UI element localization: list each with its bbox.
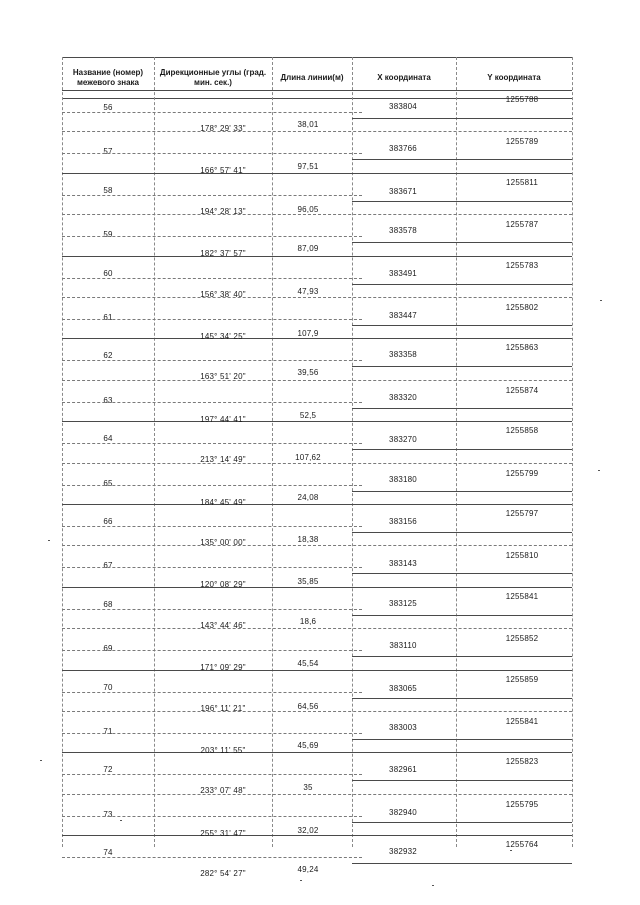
table-rule	[62, 567, 362, 568]
y-coordinate: 1255783	[505, 260, 539, 270]
directional-angle: 143° 44' 46"	[200, 620, 246, 630]
scan-speck	[432, 885, 434, 886]
x-coordinate: 383320	[389, 392, 417, 402]
header-x-coordinate: X координата	[377, 73, 431, 82]
table-rule	[62, 57, 572, 58]
directional-angle: 182° 37' 57"	[200, 249, 246, 259]
point-name: 56	[103, 103, 113, 112]
header-y-coordinate: Y координата	[487, 73, 541, 82]
scan-speck	[40, 760, 42, 761]
directional-angle: 171° 09' 29"	[200, 663, 246, 673]
point-name: 60	[103, 268, 113, 278]
y-coordinate: 1255841	[505, 591, 539, 601]
x-coordinate: 383125	[389, 598, 417, 608]
table-rule	[62, 733, 362, 734]
y-coordinate: 1255788	[505, 95, 539, 104]
y-coordinate: 1255787	[505, 220, 539, 230]
column-rule	[272, 57, 273, 847]
line-length: 107,62	[295, 453, 321, 463]
table-rule	[62, 297, 572, 298]
line-length: 32,02	[297, 825, 319, 835]
table-rule	[62, 214, 572, 215]
table-rule	[352, 739, 572, 740]
directional-angle: 178° 29' 33"	[200, 124, 246, 133]
y-coordinate: 1255764	[505, 840, 539, 850]
table-rule	[62, 711, 572, 712]
table-rule	[352, 325, 572, 326]
table-rule	[62, 794, 572, 795]
directional-angle: 282° 54' 27"	[200, 869, 246, 879]
line-length: 52,5	[299, 410, 317, 420]
table-rule	[352, 698, 572, 699]
scan-speck	[48, 540, 50, 541]
y-coordinate: 1255811	[506, 177, 538, 187]
point-name: 74	[103, 848, 113, 858]
column-rule	[456, 57, 457, 847]
table-rule	[352, 656, 572, 657]
x-coordinate: 383065	[389, 683, 417, 693]
directional-angle: 163° 51' 20"	[200, 372, 246, 382]
x-coordinate: 383180	[389, 474, 417, 484]
point-name: 59	[103, 230, 113, 240]
table-rule	[62, 256, 572, 257]
directional-angle: 135° 00' 00"	[200, 538, 246, 547]
table-rule	[62, 421, 572, 422]
directional-angle: 255° 31' 47"	[200, 828, 246, 838]
x-coordinate: 383578	[389, 226, 417, 236]
table-rule	[62, 153, 362, 154]
table-rule	[352, 366, 572, 367]
scan-speck	[600, 300, 602, 301]
y-coordinate: 1255841	[505, 717, 539, 726]
table-rule	[62, 752, 572, 753]
table-rule	[352, 118, 572, 119]
table-rule	[62, 526, 362, 527]
y-coordinate: 1255797	[505, 509, 539, 518]
table-rule	[352, 615, 572, 616]
table-rule	[352, 532, 572, 533]
table-rule	[352, 201, 572, 202]
x-coordinate: 382932	[389, 847, 417, 857]
table-rule	[62, 463, 572, 464]
table-rule	[62, 90, 572, 91]
table-rule	[62, 670, 572, 671]
x-coordinate: 383143	[389, 559, 417, 569]
table-rule	[352, 159, 572, 160]
x-coordinate: 383156	[389, 517, 417, 526]
point-name: 69	[103, 644, 113, 654]
directional-angle: 196° 11' 21"	[200, 703, 246, 713]
table-rule	[62, 112, 362, 113]
directional-angle: 184° 45' 49"	[200, 497, 246, 507]
directional-angle: 213° 14' 49"	[200, 455, 246, 465]
point-name: 61	[103, 313, 113, 322]
x-coordinate: 383766	[389, 144, 417, 154]
point-name: 72	[103, 765, 113, 775]
point-name: 68	[103, 599, 113, 609]
table-rule	[352, 408, 572, 409]
directional-angle: 203° 11' 55"	[200, 746, 246, 755]
point-name: 62	[103, 351, 113, 361]
y-coordinate: 1255802	[505, 303, 539, 312]
line-length: 18,38	[297, 535, 319, 544]
directional-angle: 194° 28' 13"	[200, 206, 246, 216]
table-rule	[352, 780, 572, 781]
x-coordinate: 382961	[389, 765, 417, 775]
line-length: 18,6	[299, 616, 317, 626]
line-length: 107,9	[297, 329, 319, 338]
line-length: 24,08	[297, 492, 319, 502]
x-coordinate: 383804	[389, 102, 417, 111]
x-coordinate: 383447	[389, 311, 417, 320]
table-rule	[62, 319, 362, 320]
table-rule	[352, 284, 572, 285]
column-rule	[352, 57, 353, 847]
table-rule	[62, 236, 362, 237]
point-name: 57	[103, 147, 113, 157]
table-rule	[62, 380, 572, 381]
point-name: 67	[103, 561, 113, 571]
point-name: 64	[103, 434, 113, 444]
y-coordinate: 1255799	[505, 468, 539, 478]
point-name: 73	[103, 809, 113, 819]
table-rule	[352, 242, 572, 243]
table-rule	[62, 545, 572, 546]
y-coordinate: 1255858	[505, 426, 539, 436]
table-rule	[62, 857, 362, 858]
scan-speck	[300, 880, 302, 881]
directional-angle: 233° 07' 48"	[200, 786, 246, 796]
line-length: 47,93	[297, 286, 319, 296]
scan-speck	[510, 850, 512, 851]
line-length: 35,85	[297, 577, 319, 587]
directional-angle: 166° 57' 41"	[200, 166, 246, 176]
table-rule	[62, 774, 362, 775]
point-name: 65	[103, 478, 113, 488]
point-name: 63	[103, 395, 113, 405]
y-coordinate: 1255795	[505, 799, 539, 809]
scan-speck	[598, 470, 600, 471]
table-rule	[352, 822, 572, 823]
line-length: 39,56	[297, 368, 319, 378]
x-coordinate: 383671	[389, 186, 417, 196]
y-coordinate: 1255852	[505, 634, 539, 644]
header-directional-angles: Дирекционные углы (град. мин. сек.)	[159, 68, 267, 87]
point-name: 71	[103, 727, 113, 736]
line-length: 87,09	[297, 244, 319, 254]
table-rule	[62, 835, 572, 836]
point-name: 70	[103, 682, 113, 692]
table-rule	[62, 402, 362, 403]
table-rule	[62, 195, 362, 196]
table-rule	[62, 587, 572, 588]
table-rule	[62, 504, 572, 505]
column-rule	[154, 57, 155, 847]
table-rule	[352, 491, 572, 492]
table-rule	[62, 360, 362, 361]
table-rule	[352, 863, 572, 864]
table-rule	[352, 449, 572, 450]
point-name: 66	[103, 517, 113, 526]
directional-angle: 145° 34' 25"	[200, 332, 246, 341]
column-rule	[572, 57, 573, 847]
line-length: 45,69	[297, 741, 319, 750]
line-length: 45,54	[297, 659, 319, 669]
directional-angle: 156° 38' 40"	[200, 289, 246, 299]
table-rule	[62, 692, 362, 693]
scan-speck	[120, 820, 122, 821]
table-rule	[62, 628, 572, 629]
line-length: 97,51	[297, 162, 319, 172]
table-rule	[62, 443, 362, 444]
table-rule	[62, 650, 362, 651]
x-coordinate: 383110	[389, 641, 417, 651]
header-point-name: Название (номер) межевого знака	[72, 68, 144, 87]
y-coordinate: 1255874	[505, 385, 539, 395]
x-coordinate: 382940	[389, 807, 417, 817]
table-rule	[62, 338, 572, 339]
x-coordinate: 383003	[389, 723, 417, 732]
header-line-length: Длина линии(м)	[280, 73, 344, 82]
line-length: 96,05	[297, 204, 319, 214]
line-length: 35	[303, 783, 313, 793]
x-coordinate: 383491	[389, 268, 417, 278]
y-coordinate: 1255789	[505, 137, 539, 147]
x-coordinate: 383270	[389, 435, 417, 445]
table-rule	[62, 485, 362, 486]
line-length: 38,01	[297, 120, 319, 129]
directional-angle: 197° 44' 41"	[200, 414, 246, 424]
x-coordinate: 383358	[389, 350, 417, 360]
table-rule	[62, 609, 362, 610]
y-coordinate: 1255863	[505, 343, 539, 353]
table-rule	[62, 173, 572, 174]
table-rule	[62, 816, 362, 817]
table-rule	[62, 278, 362, 279]
y-coordinate: 1255823	[505, 757, 539, 767]
y-coordinate: 1255810	[505, 551, 539, 561]
line-length: 64,56	[297, 701, 319, 711]
table-rule	[62, 131, 572, 132]
y-coordinate: 1255859	[505, 674, 539, 684]
column-rule	[62, 57, 63, 847]
point-name: 58	[103, 185, 113, 195]
directional-angle: 120° 08' 29"	[200, 580, 246, 590]
table-rule	[352, 573, 572, 574]
line-length: 49,24	[297, 865, 319, 875]
